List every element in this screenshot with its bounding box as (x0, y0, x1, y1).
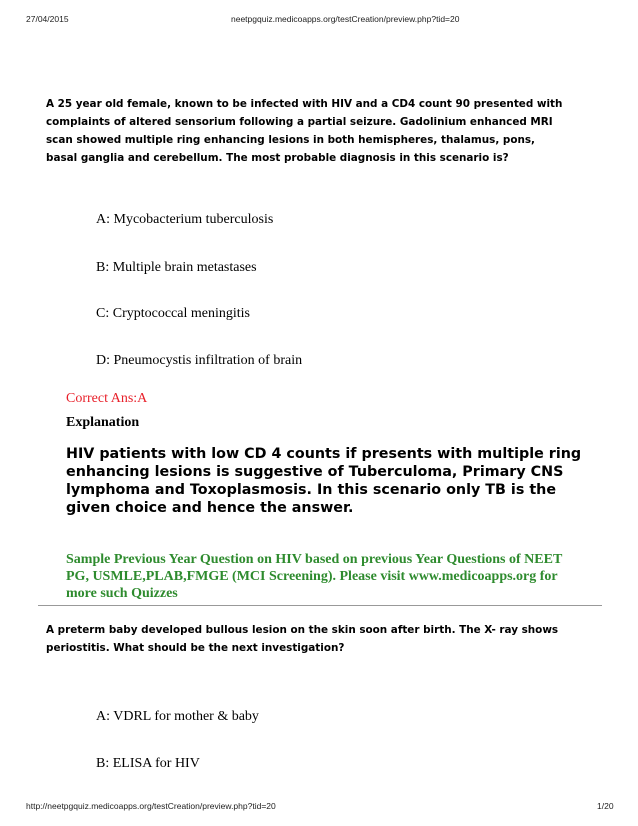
explanation-heading: Explanation (66, 415, 140, 430)
question-divider (38, 605, 602, 606)
question-1-text: A 25 year old female, known to be infected with HIV and a CD4 count 90 presented with complaints of altered sensorium following a partial seizure. Gadolinium enhanced MRI scan showed multiple ring enhancing lesions in both hemispheres, thalamus, pons, basal ganglia and cerebellum. The most probable diagnosis in this scenario is? (46, 98, 563, 164)
print-date: 27/04/2015 (26, 14, 69, 24)
q2-option-a[interactable]: A: VDRL for mother & baby (96, 709, 259, 724)
correct-answer: Correct Ans:A (66, 391, 148, 406)
q1-option-a[interactable]: A: Mycobacterium tuberculosis (96, 212, 274, 227)
footer-url: http://neetpgquiz.medicoapps.org/testCreation/preview.php?tid=20 (26, 801, 276, 811)
page-number: 1/20 (597, 801, 614, 811)
q1-option-c[interactable]: C: Cryptococcal meningitis (96, 306, 250, 321)
q1-option-b[interactable]: B: Multiple brain metastases (96, 260, 257, 275)
q2-option-b[interactable]: B: ELISA for HIV (96, 756, 200, 771)
header-url: neetpgquiz.medicoapps.org/testCreation/preview.php?tid=20 (231, 14, 460, 24)
explanation-text: HIV patients with low CD 4 counts if presents with multiple ring enhancing lesions is suggestive of Tuberculoma, Primary CNS lymphoma and Toxoplasmosis. In this scenario only TB is the given choice and hence the answer. (66, 446, 582, 516)
q1-option-d[interactable]: D: Pneumocystis infiltration of brain (96, 353, 303, 368)
promo-text: Sample Previous Year Question on HIV based on previous Year Questions of NEET PG, USMLE,PLAB,FMGE (MCI Screening). Please visit www.medicoapps.org for more such Quizzes (66, 552, 563, 601)
question-2-text: A preterm baby developed bullous lesion on the skin soon after birth. The X- ray shows periostitis. What should be the next investigation? (46, 624, 559, 654)
